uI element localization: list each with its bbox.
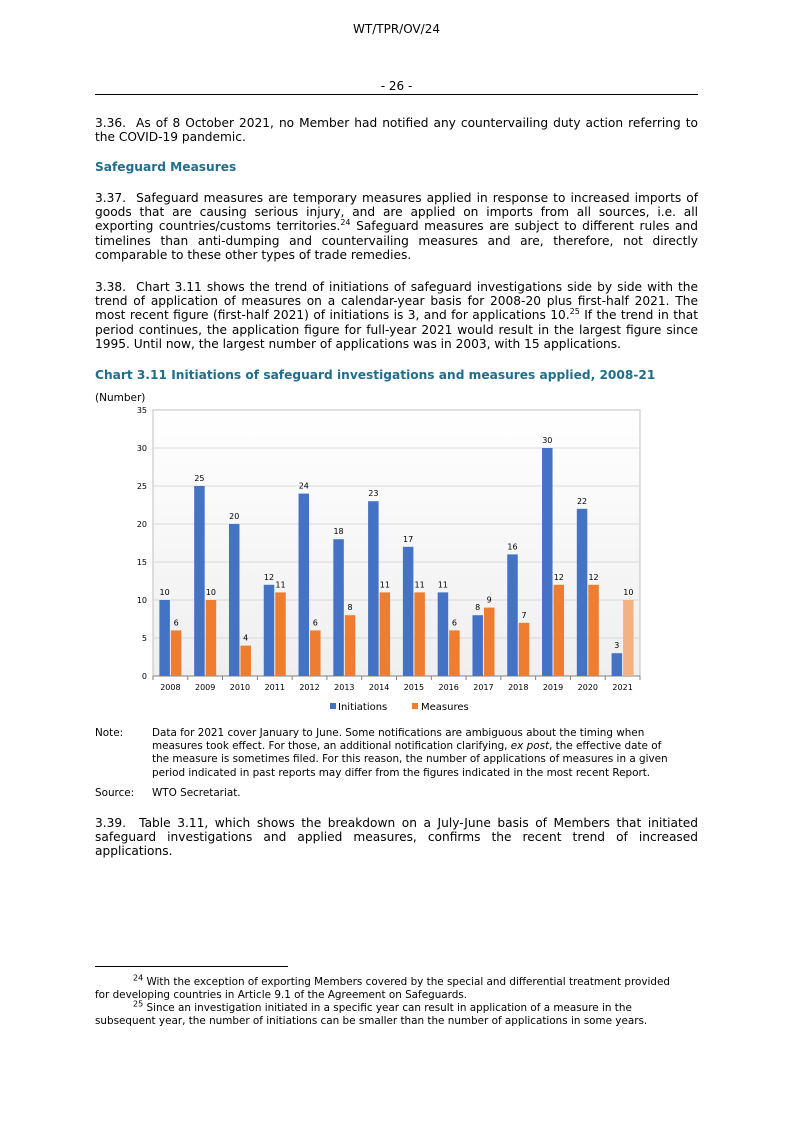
data-label: 8 <box>475 603 481 613</box>
data-label: 7 <box>521 610 527 620</box>
data-label: 11 <box>379 580 390 590</box>
data-label: 12 <box>263 572 275 582</box>
data-label: 4 <box>243 633 249 643</box>
source-label: Source: <box>95 787 135 799</box>
note-line: period indicated in past reports may differ from the figures indicated in the most recent Report. <box>152 766 651 779</box>
paragraph-number: 3.38. <box>95 280 127 294</box>
bar-measures <box>275 592 286 676</box>
footnote-text: Since an investigation initiated in a specific year can result in application of a measure in the <box>146 1002 632 1014</box>
x-tick-label: 2009 <box>194 683 216 692</box>
source-text: WTO Secretariat. <box>152 787 241 799</box>
data-label: 11 <box>437 580 449 590</box>
x-tick-label: 2016 <box>438 683 459 692</box>
bar-measures <box>449 630 460 676</box>
x-tick-label: 2018 <box>508 683 529 692</box>
bar-measures <box>588 585 599 676</box>
footnote-number: 24 <box>133 973 144 983</box>
bar-initiations <box>472 615 483 676</box>
data-label: 30 <box>542 436 553 445</box>
note-line-part: measures took effect. For those, an additional notification clarifying, <box>152 740 511 753</box>
bar-initiations <box>368 501 379 676</box>
x-tick-label: 2011 <box>264 683 285 692</box>
data-label: 10 <box>159 588 170 597</box>
paragraph-3-37 <box>95 191 698 262</box>
y-tick-label: 10 <box>136 596 147 605</box>
note-line-emphasis: ex post <box>510 740 550 753</box>
legend-label-measures: Measures <box>421 702 469 713</box>
data-label: 17 <box>403 534 414 544</box>
note-line-part: , the effective date of <box>549 740 662 753</box>
note-line <box>152 740 697 753</box>
footnote-25 <box>95 999 698 1027</box>
paragraph-number: 3.36. <box>95 116 127 130</box>
footnote-line <box>95 973 698 989</box>
bar-measures <box>519 623 530 676</box>
legend-swatch-initiations <box>330 703 336 709</box>
footnote-line <box>95 999 698 1015</box>
x-tick-label: 2021 <box>612 683 633 692</box>
x-tick-label: 2010 <box>229 683 251 692</box>
bar-measures <box>171 630 182 676</box>
paragraph-number: 3.37. <box>95 191 127 205</box>
data-label: 20 <box>229 512 240 521</box>
bar-initiations <box>264 585 275 676</box>
footnote-line: subsequent year, the number of initiations can be smaller than the number of applications in some years. <box>95 1014 648 1027</box>
data-label: 22 <box>576 496 588 506</box>
x-tick-label: 2017 <box>473 683 494 692</box>
y-tick-label: 15 <box>136 558 147 567</box>
data-label: 10 <box>623 588 634 597</box>
paragraph-text-cont: Safeguard measures are subject to different rules and timelines than anti-dumping and countervailing measures and are, therefore, not directly comparable to these other types of trade remedies. <box>95 219 698 262</box>
x-tick-label: 2019 <box>542 683 564 692</box>
bar-measures <box>414 592 425 676</box>
bar-measures <box>240 646 251 676</box>
y-tick-label: 20 <box>136 520 147 529</box>
footnote-ref-24[interactable]: 24 <box>340 218 351 228</box>
bar-initiations <box>229 524 240 676</box>
paragraph-3-36 <box>95 116 698 144</box>
paragraph-text: As of 8 October 2021, no Member had notified any countervailing duty action referring to the COVID-19 pandemic. <box>95 116 699 145</box>
bar-initiations <box>577 509 588 676</box>
footnote-text: With the exception of exporting Members covered by the special and differential treatment provided <box>146 976 671 988</box>
bar-measures <box>206 600 217 676</box>
data-label: 18 <box>333 527 344 537</box>
data-label: 11 <box>414 580 425 590</box>
bar-initiations <box>159 600 170 676</box>
data-label: 9 <box>486 595 492 605</box>
note-text <box>152 727 697 780</box>
bar-initiations <box>194 486 205 676</box>
x-tick-label: 2013 <box>334 683 355 692</box>
footnote-24 <box>95 973 698 1001</box>
header-rule <box>95 94 698 95</box>
data-label: 6 <box>451 618 457 628</box>
data-label: 23 <box>368 489 379 499</box>
footnote-ref-25[interactable]: 25 <box>569 307 580 317</box>
paragraph-3-38 <box>95 280 698 351</box>
data-label: 24 <box>298 481 309 491</box>
data-label: 25 <box>194 474 205 483</box>
bar-measures <box>623 600 634 676</box>
x-tick-label: 2008 <box>160 683 181 692</box>
plot-area <box>153 410 640 676</box>
y-tick-label: 30 <box>136 444 147 453</box>
x-tick-label: 2012 <box>299 683 320 692</box>
page-number: - 26 - <box>380 79 413 93</box>
bar-initiations <box>507 554 518 676</box>
note-line: the measure is sometimes filed. For this reason, the number of applications of measures in a given <box>152 753 668 766</box>
bar-initiations <box>612 653 623 676</box>
y-tick-label: 35 <box>136 406 147 415</box>
y-tick-label: 5 <box>141 634 147 643</box>
paragraph-text-cont: If the trend in that period continues, the application figure for full-year 2021 would result in the largest figure since 1995. Until now, the largest number of applications was in 2003, with 15 applications. <box>95 308 698 351</box>
legend-label-initiations: Initiations <box>338 702 388 713</box>
paragraph-text: Chart 3.11 shows the trend of initiations of safeguard investigations side by side with the trend of application of measures on a calendar-year basis for 2008-20 plus first-half 2021. The most recent figure (first-half 2021) of initiations is 3, and for applications 10. <box>95 280 698 323</box>
legend-swatch-measures <box>412 703 418 709</box>
bar-measures <box>484 608 495 676</box>
x-tick-label: 2015 <box>403 683 425 692</box>
bar-initiations <box>333 539 344 676</box>
paragraph-number: 3.39. <box>95 816 127 830</box>
bar-chart <box>95 402 655 720</box>
bar-initiations <box>438 592 449 676</box>
y-tick-label: 25 <box>136 482 147 491</box>
note-label: Note: <box>95 727 124 739</box>
footnote-number: 25 <box>133 999 144 1009</box>
bar-measures <box>345 615 356 676</box>
data-label: 3 <box>614 641 620 651</box>
footnote-line: for developing countries in Article 9.1 of the Agreement on Safeguards. <box>95 988 468 1001</box>
bar-measures <box>380 592 391 676</box>
data-label: 8 <box>347 603 353 613</box>
document-code: WT/TPR/OV/24 <box>353 22 440 36</box>
bar-initiations <box>403 547 414 676</box>
paragraph-3-39 <box>95 816 698 859</box>
data-label: 16 <box>507 542 518 552</box>
footnote-rule <box>95 966 288 967</box>
bar-initiations <box>542 448 553 676</box>
section-heading-safeguard: Safeguard Measures <box>95 160 237 174</box>
x-tick-label: 2014 <box>368 683 390 692</box>
bar-initiations <box>299 494 310 676</box>
data-label: 12 <box>588 572 599 582</box>
data-label: 12 <box>553 572 564 582</box>
data-label: 10 <box>205 588 217 597</box>
chart-title: Chart 3.11 Initiations of safeguard investigations and measures applied, 2008-21 <box>95 368 656 382</box>
paragraph-text: Safeguard measures are temporary measures applied in response to increased imports of goods that are causing serious injury, and are applied on imports from all sources, i.e. all exporting countries/customs territories. <box>95 191 698 234</box>
data-label: 6 <box>312 618 318 628</box>
y-tick-label: 0 <box>141 672 147 681</box>
paragraph-text: Table 3.11, which shows the breakdown on a July-June basis of Members that initiated safeguard investigations and applied measures, confirms the recent trend of increased applications. <box>95 816 699 859</box>
bar-measures <box>310 630 321 676</box>
chart-unit-label: (Number) <box>95 392 146 404</box>
x-tick-label: 2020 <box>577 683 599 692</box>
note-line: Data for 2021 cover January to June. Some notifications are ambiguous about the timing when <box>152 727 645 739</box>
data-label: 11 <box>275 580 286 590</box>
data-label: 6 <box>173 618 179 628</box>
bar-measures <box>554 585 565 676</box>
